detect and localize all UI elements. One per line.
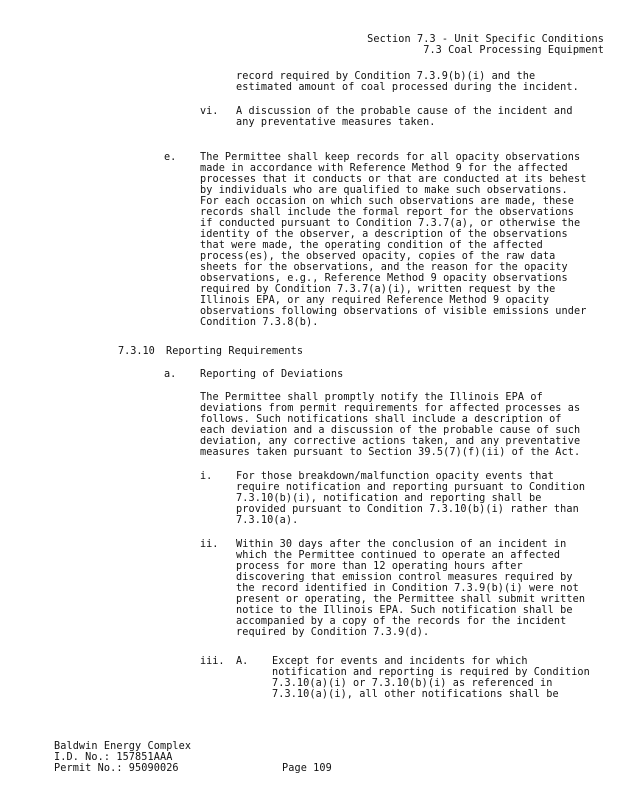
item-e-line: For each occasion on which such observations are made, these — [200, 196, 575, 207]
footer-id-number: I.D. No.: 157851AAA — [54, 752, 173, 763]
item-e-line: Illinois EPA, or any required Reference Method 9 opacity — [200, 295, 550, 306]
item-e-line: that were made, the operating condition of the affected — [200, 240, 543, 251]
item-a-line: deviation, any corrective actions taken, and any preventative — [200, 436, 581, 447]
item-a-ii-line: process for more than 12 operating hours after — [236, 561, 523, 572]
item-a-i-line: 7.3.10(a). — [236, 515, 299, 526]
item-a-iii-line: notification and reporting is required by Condition — [272, 667, 590, 678]
item-a-line: deviations from permit requirements for affected processes as — [200, 403, 581, 414]
footer-page-number: Page 109 — [282, 763, 332, 774]
item-a-line: The Permittee shall promptly notify the Illinois EPA of — [200, 392, 543, 403]
item-e-line: The Permittee shall keep records for all opacity observations — [200, 152, 581, 163]
item-a-ii-label: ii. — [200, 539, 219, 550]
item-vi-line: A discussion of the probable cause of the incident and — [236, 106, 573, 117]
item-e-line: observations following observations of visible emissions under — [200, 306, 587, 317]
header-section-title: Section 7.3 - Unit Specific Conditions — [367, 34, 604, 45]
item-a-ii-line: required by Condition 7.3.9(d). — [236, 627, 430, 638]
item-a-line: each deviation and a discussion of the probable cause of such — [200, 425, 581, 436]
item-e-line: records shall include the formal report for the observations — [200, 207, 575, 218]
item-a-ii-line: which the Permittee continued to operate an affected — [236, 550, 561, 561]
item-e-line: process(es), the observed opacity, copies of the raw data — [200, 251, 556, 262]
continuation-line-2: estimated amount of coal processed during the incident. — [236, 82, 579, 93]
item-e-line: Condition 7.3.8(b). — [200, 317, 319, 328]
continuation-line-1: record required by Condition 7.3.9(b)(i) and the — [236, 71, 536, 82]
item-a-title: Reporting of Deviations — [200, 369, 344, 380]
item-a-iii-line: 7.3.10(a)(i), all other notifications shall be — [272, 689, 559, 700]
header-subsection-title: 7.3 Coal Processing Equipment — [423, 45, 604, 56]
item-a-ii-line: notice to the Illinois EPA. Such notification shall be — [236, 605, 573, 616]
section-title: Reporting Requirements — [166, 346, 304, 357]
item-a-iii-label: iii. — [200, 656, 225, 667]
item-e-line: by individuals who are qualified to make such observations. — [200, 185, 568, 196]
item-a-label: a. — [164, 369, 177, 380]
footer-facility-name: Baldwin Energy Complex — [54, 741, 192, 752]
item-a-ii-line: present or operating, the Permittee shall submit written — [236, 594, 586, 605]
item-a-ii-line: accompanied by a copy of the records for the incident — [236, 616, 567, 627]
item-a-line: measures taken pursuant to Section 39.5(7)(f)(ii) of the Act. — [200, 447, 581, 458]
item-e-line: made in accordance with Reference Method 9 for the affected — [200, 163, 568, 174]
item-e-line: required by Condition 7.3.7(a)(i), written request by the — [200, 284, 556, 295]
item-a-line: follows. Such notifications shall include a description of — [200, 414, 562, 425]
item-e-label: e. — [164, 152, 177, 163]
item-e-line: identity of the observer, a description of the observations — [200, 229, 568, 240]
item-e-line: processes that it conducts or that are conducted at its behest — [200, 174, 587, 185]
item-a-ii-line: Within 30 days after the conclusion of an incident in — [236, 539, 567, 550]
item-e-line: observations, e.g., Reference Method 9 opacity observations — [200, 273, 568, 284]
item-a-i-line: provided pursuant to Condition 7.3.10(b)(i) rather than — [236, 504, 579, 515]
section-number: 7.3.10 — [118, 346, 155, 357]
item-a-i-line: For those breakdown/malfunction opacity events that — [236, 471, 554, 482]
item-a-ii-line: the record identified in Condition 7.3.9(b)(i) were not — [236, 583, 579, 594]
item-a-iii-line: Except for events and incidents for which — [272, 656, 528, 667]
item-a-i-label: i. — [200, 471, 213, 482]
footer-permit-number: Permit No.: 95090026 — [54, 763, 179, 774]
item-vi-label: vi. — [200, 106, 219, 117]
item-a-iii-line: 7.3.10(a)(i) or 7.3.10(b)(i) as referenced in — [272, 678, 553, 689]
item-a-i-line: 7.3.10(b)(i), notification and reporting shall be — [236, 493, 542, 504]
item-vi-line: any preventative measures taken. — [236, 117, 436, 128]
item-a-ii-line: discovering that emission control measures required by — [236, 572, 573, 583]
item-a-i-line: require notification and reporting pursuant to Condition — [236, 482, 586, 493]
item-a-iii-sublabel: A. — [236, 656, 249, 667]
item-e-line: if conducted pursuant to Condition 7.3.7(a), or otherwise the — [200, 218, 581, 229]
item-e-line: sheets for the observations, and the reason for the opacity — [200, 262, 568, 273]
